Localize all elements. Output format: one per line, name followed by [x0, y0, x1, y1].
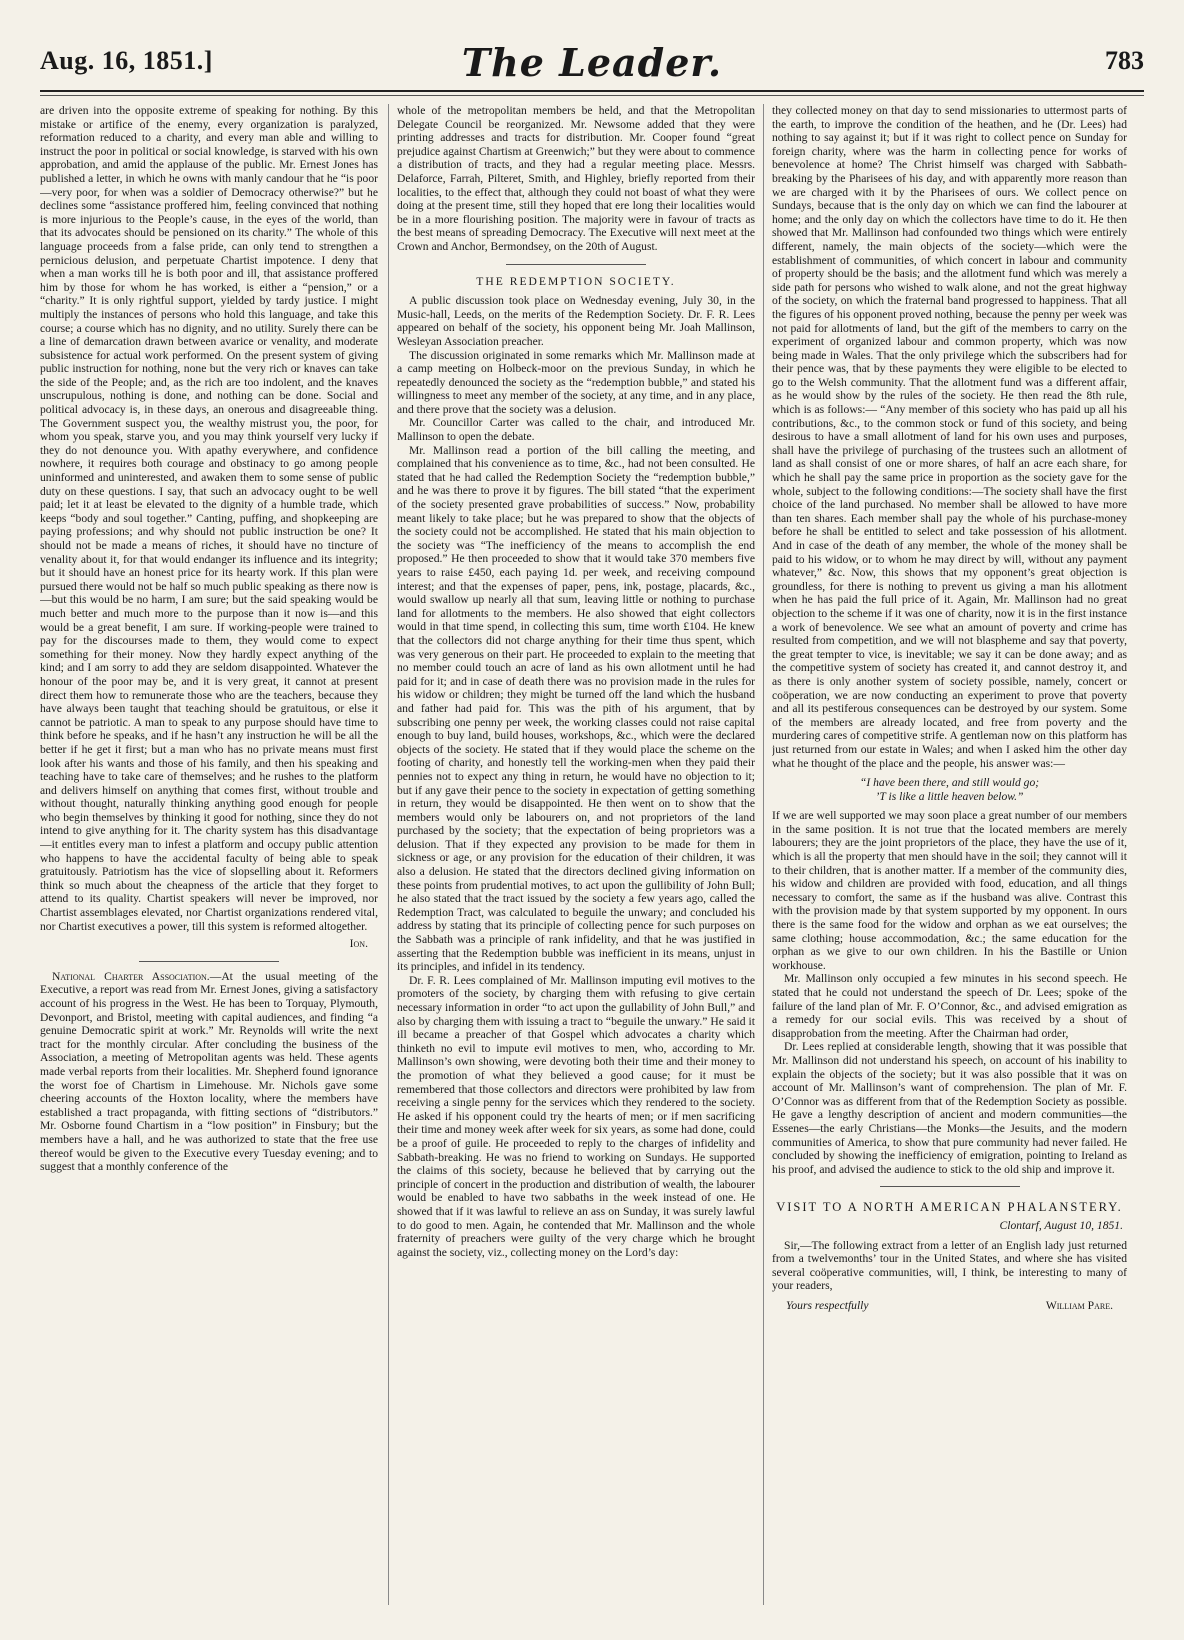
news-lead: National Charter Association.: [52, 969, 210, 983]
issue-date: Aug. 16, 1851.]: [40, 46, 213, 75]
article-paragraph: Mr. Councillor Carter was called to the chair, and introduced Mr. Mallinson to open the debate.: [397, 416, 755, 444]
newspaper-title: The Leader.: [461, 40, 723, 85]
article-paragraph: they collected money on that day to send missionaries to uttermost parts of the earth, to improve the condition of the heathen, and he (Dr. Lees) had nothing to say against it; but if it was right to collect pence on Sunday for foreign charity, where was the harm in collecting pence for works of benevolence at home? The Christ himself was charged with Sabbath-breaking by the Pharisees of his day, and with apparently more reason than we are charged with it by the Pharisees of ours. We collect pence on Sundays, because that is the only day on which we can find the labourer at home; and the only day on which the collectors have time to do it. He then showed that Mr. Mallinson had confounded two things which were entirely different, namely, the main objects of the society—which were the establishment of communities, of which concert in labour and community of property should be the basis; and the allotment fund which was merely a side path for persons who wished to walk alone, and not the great highway of the society, on which the fraternal band progressed to happiness. That all the figures of his opponent proved nothing, because the penny per week was not paid for allotments of land, but the gift of the members to carry on the experiment of organized labour and common property, which was now being made in Wales. That the only privilege which the subscribers had for their pence was, that by these payments they were eligible to be elected to go to the Welsh community. That the allotment fund was a different affair, as he would show by the rules of the society. He then read the 8th rule, which is as follows:— “Any member of this society who has paid up all his contributions, &c., to the common stock or fund of this society, and being desirous to have a small allotment of land for his own uses and purposes, shall have the privilege of purchasing of the trustees such an allotment of land as shall consist of one or more shares, of half an acre each share, for which he shall pay the same price in proportion as the society gave for the whole, subject to the following conditions:—The society shall have the first choice of the land purchased. No member shall be allowed to have more than ten shares. Each member shall pay the whole of his purchase-money before he shall be entitled to select and take possession of his allotment. And in case of the death of any member, the whole of the money shall be paid to his widow, or to whom he may direct by will, without any payment whatever,” &c. Now, this shows that my opponent’s great objection is groundless, for there is nothing to prevent us giving a man his allotment when he has paid the full price of it. Again, Mr. Mallinson had no great objection to the scheme if it was one of charity, now it is in the first instance a work of benevolence. We see what an amount of poverty and crime has resulted from competition, and we will not blaspheme and say that poverty, the great tempter to vice, is inevitable; we say it can be done away; and as the competitive system of society has created it, and cannot destroy it, and as there is only another system of society possible, namely, concert or coöperation, we are now conducting an experiment to prove that poverty and all its pestiferous consequences can be destroyed by our system. Some of the members are already located, and free from poverty and the murdering cares of competitive strife. A gentleman now on this platform has just returned from our estate in Wales; and when I asked him the other day what he thought of the place and the people, his answer was:—: [772, 104, 1127, 770]
letter-author: William Pare.: [1045, 1298, 1113, 1312]
article-paragraph: The discussion originated in some remarks which Mr. Mallinson made at a camp meeting on Holbeck-moor on the previous Sunday, in which he repeatedly denounced the society as the “redemption bubble,” and stated his willingness to meet any member of the society, at any time, and in any place, and there prove that the society was a delusion.: [397, 348, 755, 416]
section-heading: VISIT TO A NORTH AMERICAN PHALANSTERY.: [776, 1200, 1123, 1215]
article-paragraph: Dr. F. R. Lees complained of Mr. Mallinson imputing evil motives to the promoters of the society, by charging them with refusing to give certain necessary information in order “to act upon the gullability of John Bull,” and also by charging them with issuing a tract to “beguile the unwary.” He said it ill became a preacher of that Gospel which advocates a charity which thinketh no evil to impute evil motives to men, who, according to Mr. Mallinson’s own showing, were devoting both their time and their money to the promotion of what they believed a good cause; for it must be remembered that those collectors and directors were prohibited by law from receiving a single penny for the services which they rendered to the society. He asked if his opponent could try the hearts of men; or if men sacrificing their time and money week after week for six years, as some had done, could be a proof of guile. He proceeded to reply to the charges of infidelity and Sabbath-breaking. He was no friend to working on Sundays. He supported the claims of this society, because he believed that by carrying out the principle of concert in the production and distribution of wealth, the labourer would be enabled to have two sabbaths in the week instead of one. He showed that if it was lawful to relieve an ass on Sunday, it was surely lawful to do good to men. Again, he contended that Mr. Mallinson and the whole fraternity of preachers were guilty of the very charge which he brought against the society, viz., collecting money on the Lord’s day:: [397, 973, 755, 1259]
letter-closing: [772, 1299, 1127, 1313]
article-paragraph: whole of the metropolitan members be held, and that the Metropolitan Delegate Council be reorganized. Mr. Newsome added that they were printing addresses and tracts for distribution. Mr. Cooper found “great prejudice against Chartism at Greenwich;” but they were about to commence a distribution of tracts, and they had a regular meeting place. Messrs. Delaforce, Farrah, Pilteret, Smith, and Highley, briefly reported from their localities, to the effect that, although they could not boast of what they were doing at the present time, still they hoped that ere long their localities would be in a more flourishing position. The majority were in favour of tracts as the best means of spreading Democracy. The Executive will next meet at the Crown and Anchor, Bermondsey, on the 20th of August.: [397, 104, 755, 253]
column-divider: [763, 104, 764, 1605]
verse-line: “I have been there, and still would go;: [859, 776, 1040, 790]
author-signature: Ion.: [349, 937, 368, 951]
verse-quote: [772, 776, 1127, 803]
section-rule: [139, 961, 279, 962]
letter-paragraph: Sir,—The following extract from a letter of an English lady just returned from a twelvemonths’ tour in the United States, and where she has visited several coöperative communities, will, I think, be interesting to many of your readers,: [772, 1238, 1127, 1293]
column-3: [772, 104, 1127, 1605]
column-2: [397, 104, 755, 1605]
page-number: 783: [1105, 46, 1144, 75]
article-paragraph: If we are well supported we may soon place a great number of our members in the same position. It is not true that the located members are merely labourers; they are the joint proprietors of the place, they have the use of it, which is all the property that men should have in the soil; they cannot will it to their children, that is another matter. If a member of the community dies, his widow and children are provided with food, education, and all things necessary to comfort, the same as if the husband was alive. Contrast this with the provision made by that system supported by my opponent. In ours there is the same food for the widow and orphan as we eat ourselves; the same clothing; house accommodation, &c.; the same education for the orphan as we give to our own children. In his the Bastille or Union workhouse.: [772, 809, 1127, 972]
article-paragraph: Dr. Lees replied at considerable length, showing that it was possible that Mr. Mallinson did not understand his speech, on account of his inability to explain the objects of the society; but it was also possible that it was on account of Mr. Mallinson’s want of comprehension. The plan of Mr. F. O’Connor was as different from that of the Redemption Society as possible. He gave a lengthy description of ancient and modern communities—the Essenes—the early Christians—the Monks—the Jesuits, and the modern communities of America, to show that pure community had never failed. He concluded by showing the inefficiency of emigration, pointing to Ireland as his proof, and advised the audience to stick to the old ship and improve it.: [772, 1040, 1127, 1176]
article-paragraph: Mr. Mallinson only occupied a few minutes in his second speech. He stated that he could not understand the speech of Dr. Lees; spoke of the failure of the land plan of Mr. F. O’Connor, &c., and advised emigration as a remedy for our social evils. This was received by a shout of disapprobation from the meeting. After the Chairman had order,: [772, 972, 1127, 1040]
article-paragraph: are driven into the opposite extreme of speaking for nothing. By this mistake or artifice of the enemy, every organization is paralyzed, reformation reduced to a charity, and every man able and willing to instruct the poor in political or social knowledge, is starved with his own approbation, and amid the applause of the public. Mr. Ernest Jones has published a letter, in which he owns with manly candour that he “is poor—very poor, for when was a soldier of Democracy otherwise?” but he declines some “assistance proffered him, feeling convinced that nothing is more injurious to the People’s cause, in the eyes of the world, than that its advocates should be pensioned on its charity.” The whole of this language proceeds from a false pride, can only tend to strengthen a pernicious delusion, and perpetuate Chartist impotence. I deny that when a man works till he is both poor and ill, that assistance proffered him by those for whom he has worked, is either a “pension,” or a “charity.” It is only rightful support, yielded by tardy justice. I might multiply the instances of persons who hold this language, and take this course; a course which has no dignity, and no utility. Surely there can be a line of demarcation drawn between avarice or venality, and moderate subsistence for actual work performed. On the present system of giving public instruction for nothing, none but the very rich or knaves can take the side of the People; and, as the rich are too indolent, and the knaves unscrupulous, nothing is done, and nothing can be done. Social and political advocacy is, in these days, an onerous and disagreeable thing. The Government suspect you, the wealthy mistrust you, the poor, for whom you speak, starve you, and you may think yourself very lucky if they do not denounce you. With apathy everywhere, and confidence nowhere, it requires both courage and obstinacy to go among people uninformed and uninterested, and awaken them to some sense of public duty on these questions. I say, that such an advocacy ought to be well paid; let it at least be elevated to the dignity of a humble trade, which keeps “body and soul together.” Canting, puffing, and shopkeeping are paying professions; and why should not public instruction be one? It should not be made a means of riches, it should have no tincture of venality about it, for that would endanger its influence and its integrity; but it should have an honest price for its hearty work. If this plan were pursued there would not be half so much public speaking as there now is—but this would be no harm, I am sure; but the said speaking would be much better and much more to the purpose than it now is—and this would be a great benefit, I am sure. If working-people were trained to pay for the discourses made to them, they would come to expect something for their money. Now they hardly expect anything of the kind; and I am sorry to add they are seldom disappointed. Whatever the honour of the poor may be, and it is very great, it cannot at present direct them how to remunerate those who are the teachers, because they have always been taught that teaching should be gratuitous, or else it cannot be patriotic. A man to speak to any purpose should have time to think before he speaks, and if he hasn’t any instruction he will be all the better if he get it first; but a man who has no private means must first look after his wants and those of his family, and then his speaking and teaching have to take care of themselves; and he rushes to the platform and delivers himself on anything that comes first, without trouble and without thought, naturally thinking anything good enough for people who begin themselves by thinking it good for nothing, since they do not intend to give anything for it. The charity system has this disadvantage—it entitles every man to infest a platform and occupy public attention who happens to have the accidental faculty of being able to speak gratuitously. Patriotism has the vice of slopselling about it. Reformers think so much about the cheapness of the article that they forget to attend to its quality. Chartist speakers will never be improved, nor Chartist assemblages elevated, nor Chartist organizations rendered vital, nor Chartist executives a power, till this system is reformed altogether.: [40, 104, 378, 933]
section-rule: [880, 1186, 1020, 1187]
article-paragraph: A public discussion took place on Wednesday evening, July 30, in the Music-hall, Leeds, on the merits of the Redemption Society. Dr. F. R. Lees appeared on behalf of the society, his opponent being Mr. Joah Mallinson, Wesleyan Association preacher.: [397, 294, 755, 348]
article-paragraph: Mr. Mallinson read a portion of the bill calling the meeting, and complained that his convenience as to time, &c., had not been consulted. He stated that he had called the Redemption Society the “redemption bubble,” and he was there to prove it by figures. The bill stated “that the experiment of the society presented grave probabilities of success.” Now, probability meant likely to take place; but he was prepared to show that the objects of the society could not be accomplished. He stated that his main objection to the society was “The inefficiency of the means to accomplish the end proposed.” He then proceeded to show that it would take 370 members five years to raise £450, each paying 1d. per week, and receiving compound interest; and that the expenses of paper, pens, ink, postage, placards, &c., would swallow up nearly all that sum, leaving little or nothing to purchase land for allotments to the members. He also showed that eight collectors would in that time spend, in collecting this sum, time worth £104. He knew that the collectors did not charge anything for their time thus spent, which was very generous on their part. He proceeded to explain to the meeting that no member could touch an acre of land as his own allotment until he had paid for it; and in case of death there was no provision made in the rules for his widow or children; they might be turned off the land which the husband and father had paid for. This was the pith of his argument, that by subscribing one penny per week, the working classes could not raise capital enough to buy land, build houses, workshops, &c., which were the declared objects of the society. He stated that if they would place the scheme on the footing of charity, and honestly tell the working-men when they paid their pennies not to expect any thing in return, he would have no objection to it; but if any gave their pence to the society in expectation of getting something in return, they would be disappointed. He then went on to show that the members would only be labourers on, and not proprietors of the land purchased by the society; that the expectation of being proprietors was a delusion. That if they expected any provision to be made for them in sickness or age, or any provision for the education of their children, it was also a delusion. He stated that the directors declined giving information on these points from prudential motives, to act upon the gullibility of John Bull; he also stated that the tract issued by the society a few years ago, called the Redemption Tract, was calculated to beguile the unwary; and concluded his address by stating that its principle of collecting pence for such purposes on the Sabbath was a principle of rank infidelity, and that he was justified in asserting that the Redemption bubble was inefficient in its means, unjust in its principles, and infidel in its tendency.: [397, 443, 755, 974]
closing-salutation: Yours respectfully: [786, 1298, 869, 1312]
column-divider: [388, 104, 389, 1605]
news-paragraph: [40, 970, 378, 1174]
section-rule: [506, 264, 646, 265]
column-1: [40, 104, 378, 1605]
verse-line: ’T is like a little heaven below.”: [875, 789, 1024, 803]
section-heading: THE REDEMPTION SOCIETY.: [476, 274, 676, 288]
news-body: —At the usual meeting of the Executive, a report was read from Mr. Ernest Jones, giving a satisfactory account of his progress in the West. He has been to Torquay, Plymouth, Devonport, and Bristol, meeting with capital audiences, and finding “a genuine Democratic spirit at work.” Mr. Reynolds will write the next tract for the monthly circular. After concluding the business of the Association, a meeting of Metropolitan agents was held. These agents made verbal reports from their localities. Mr. Shepherd found ignorance the worst foe of Chartism in Limehouse. Mr. Nichols gave some cheering accounts of the Hoxton locality, where the members have established a tract propaganda, with fitting sections of “distributors.” Mr. Osborne found Chartism in a “low position” in Finsbury; but the members have a hall, and he was authorized to state that the free use thereof would be given to the Executive every Tuesday evening; and to suggest that a monthly conference of the: [40, 969, 378, 1174]
masthead-rule: [40, 95, 1144, 96]
letter-dateline: Clontarf, August 10, 1851.: [999, 1218, 1123, 1232]
masthead: [40, 40, 1144, 92]
